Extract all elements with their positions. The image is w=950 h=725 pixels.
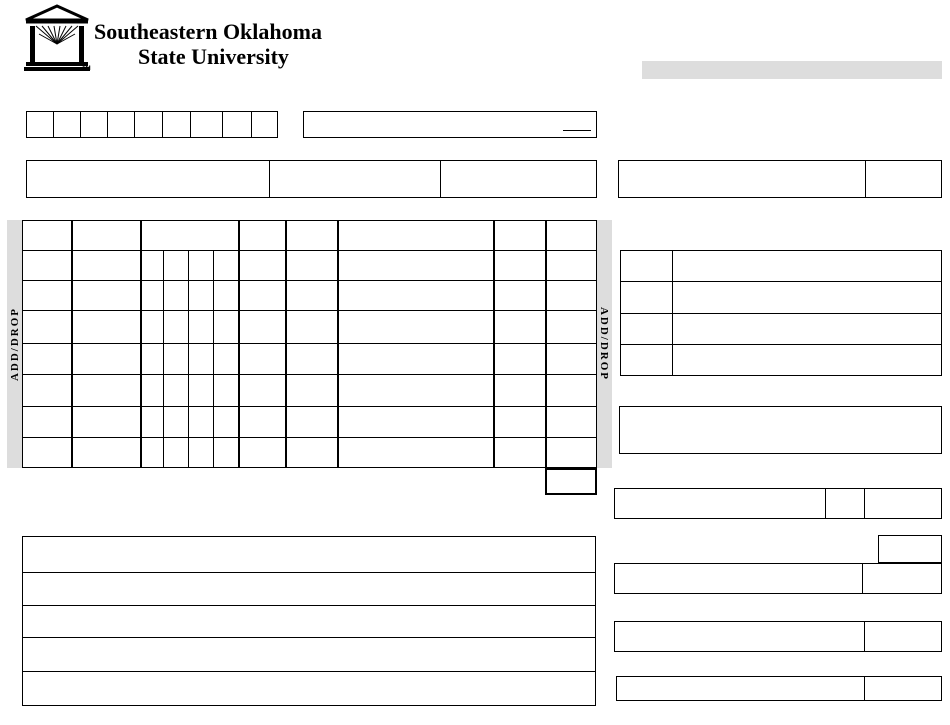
bottom-left-fields[interactable] [22,536,596,706]
table-row [22,310,597,311]
trademark-mark: TM [82,66,91,72]
columns-icon [22,4,92,74]
course-grid [22,220,597,468]
right-field-1[interactable] [614,488,942,519]
right-field-4[interactable] [616,676,942,701]
right-field-3[interactable] [614,621,942,652]
add-drop-label-left: ADD/DROP [9,306,21,382]
student-id-boxes[interactable] [26,111,278,138]
add-drop-label-right: ADD/DROP [598,306,610,382]
university-logo [22,4,92,74]
right-small-box[interactable] [878,535,942,563]
university-name-line1: Southeastern Oklahoma [94,19,322,44]
table-row [22,374,597,375]
university-name-line2: State University [138,44,289,69]
header-gray-bar [642,61,942,79]
term-field[interactable] [303,111,597,138]
table-row [22,280,597,281]
student-name-field[interactable] [26,160,597,198]
term-underline [563,130,591,131]
right-signature-box[interactable] [619,406,942,454]
table-row [22,406,597,407]
table-row [22,437,597,438]
total-hours-box[interactable] [545,468,597,495]
right-field-2[interactable] [614,563,942,594]
advisor-field[interactable] [618,160,942,198]
table-row [22,343,597,344]
table-row [22,250,597,251]
